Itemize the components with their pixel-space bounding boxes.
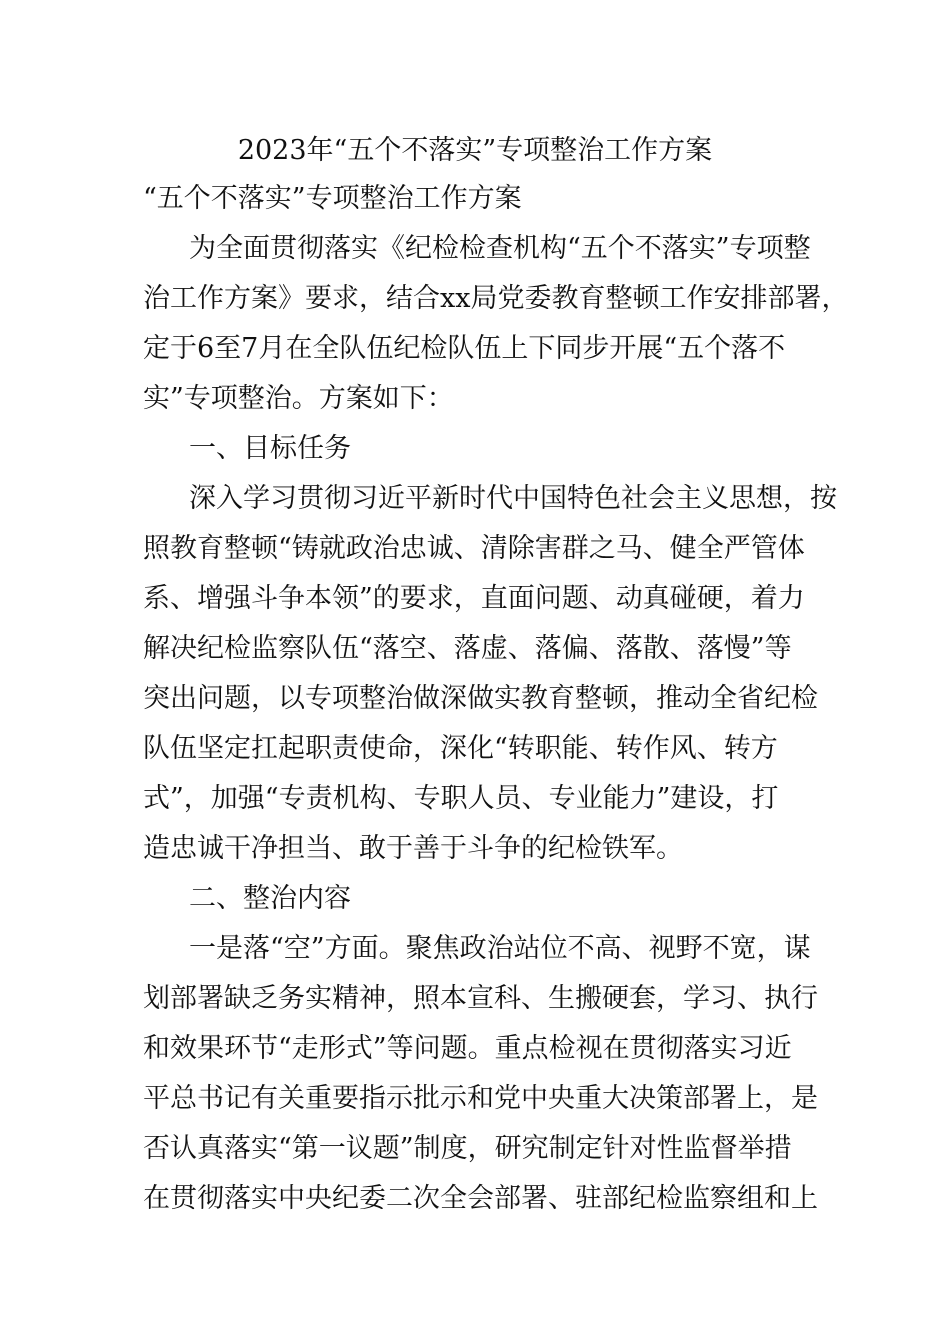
paragraph-line: 解决纪检监察队伍“落空、落虚、落偏、落散、落慢”等 <box>143 633 792 664</box>
section-heading: 一、目标任务 <box>189 433 351 464</box>
paragraph-line: 平总书记有关重要指示批示和党中央重大决策部署上，是 <box>143 1083 818 1114</box>
paragraph-line: 一是落“空”方面。聚焦政治站位不高、视野不宽，谋 <box>189 933 811 964</box>
paragraph-line: 实”专项整治。方案如下： <box>143 383 454 414</box>
paragraph-line: 队伍坚定扛起职责使命，深化“转职能、转作风、转方 <box>143 733 778 764</box>
paragraph-line: 造忠诚干净担当、敢于善于斗争的纪检铁军。 <box>143 833 683 864</box>
paragraph-line: 治工作方案》要求，结合xx局党委教育整顿工作安排部署， <box>143 283 849 314</box>
paragraph-line: 定于6至7月在全队伍纪检队伍上下同步开展“五个落不 <box>143 333 786 364</box>
paragraph-line: 照教育整顿“铸就政治忠诚、清除害群之马、健全严管体 <box>143 533 805 564</box>
paragraph-line: 系、增强斗争本领”的要求，直面问题、动真碰硬，着力 <box>143 583 805 614</box>
paragraph-line: 在贯彻落实中央纪委二次全会部署、驻部纪检监察组和上 <box>143 1183 818 1214</box>
document-subtitle: “五个不落实”专项整治工作方案 <box>143 183 522 214</box>
paragraph-line: 和效果环节“走形式”等问题。重点检视在贯彻落实习近 <box>143 1033 792 1064</box>
paragraph-line: 突出问题，以专项整治做深做实教育整顿，推动全省纪检 <box>143 683 818 714</box>
paragraph-line: 划部署缺乏务实精神，照本宣科、生搬硬套，学习、执行 <box>143 983 818 1014</box>
document-title: 2023年“五个不落实”专项整治工作方案 <box>237 135 713 166</box>
paragraph-line: 为全面贯彻落实《纪检检查机构“五个不落实”专项整 <box>189 233 811 264</box>
paragraph-line: 式”，加强“专责机构、专职人员、专业能力”建设，打 <box>143 783 779 814</box>
paragraph-line: 否认真落实“第一议题”制度，研究制定针对性监督举措 <box>143 1133 792 1164</box>
section-heading: 二、整治内容 <box>189 883 351 914</box>
paragraph-line: 深入学习贯彻习近平新时代中国特色社会主义思想，按 <box>189 483 837 514</box>
